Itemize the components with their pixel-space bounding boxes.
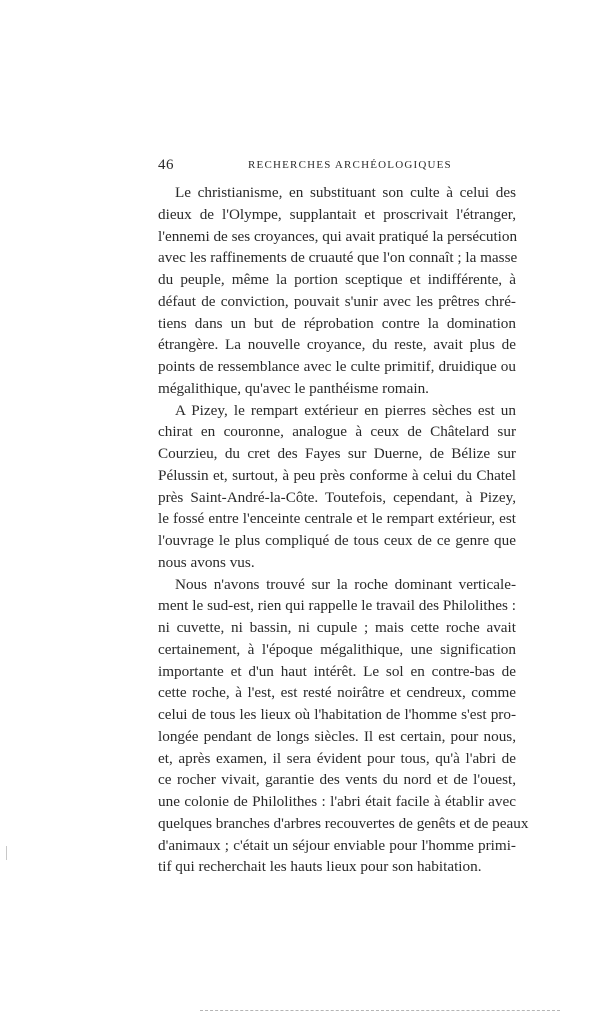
text-line: ni cuvette, ni bassin, ni cupule ; mais cette roche avait	[158, 619, 516, 636]
text-line: Nous n'avons trouvé sur la roche dominant verticale-	[175, 575, 516, 593]
text-line: Pélussin et, surtout, à peu près conforme à celui du Chatel	[158, 466, 516, 484]
text-line: chirat en couronne, analogue à ceux de Châtelard sur	[158, 423, 516, 441]
text-line: le fossé entre l'enceinte centrale et le rempart extérieur, est	[158, 510, 516, 528]
text-line: points de ressemblance avec le culte primitif, druidique ou	[158, 358, 516, 375]
running-title: RECHERCHES ARCHÉOLOGIQUES	[248, 159, 452, 171]
text-line: défaut de conviction, pouvait s'unir avec les prêtres chré-	[158, 292, 516, 310]
paragraph-2	[158, 400, 516, 574]
text-line: tif qui recherchait les hauts lieux pour son habitation.	[158, 858, 482, 876]
text-line: dieux de l'Olympe, supplantait et proscrivait l'étranger,	[158, 205, 516, 223]
text-line: d'animaux ; c'était un séjour enviable pour l'homme primi-	[158, 836, 516, 854]
text-line: A Pizey, le rempart extérieur en pierres sèches est un	[175, 401, 516, 419]
text-line: nous avons vus.	[158, 553, 255, 571]
text-line: ce rocher vivait, garantie des vents du nord et de l'ouest,	[158, 771, 516, 789]
paragraph-1	[158, 182, 516, 400]
page-number: 46	[158, 157, 174, 173]
text-line: longée pendant de longs siècles. Il est certain, pour nous,	[158, 727, 516, 745]
text-line: et, après examen, il sera évident pour tous, qu'à l'abri de	[158, 749, 516, 767]
text-line: Courzieu, du cret des Fayes sur Duerne, de Bélize sur	[158, 445, 516, 462]
text-line: celui de tous les lieux où l'habitation de l'homme s'est pro-	[158, 706, 516, 723]
text-line: mégalithique, qu'avec le panthéisme romain.	[158, 379, 429, 397]
text-line: l'ouvrage le plus compliqué de tous ceux de ce genre que	[158, 532, 516, 549]
text-line: étrangère. La nouvelle croyance, du reste, avait plus de	[158, 336, 516, 354]
text-line: quelques branches d'arbres recouvertes de genêts et de peaux	[158, 814, 529, 832]
text-line: Le christianisme, en substituant son culte à celui des	[175, 184, 516, 201]
text-line: une colonie de Philolithes : l'abri était facile à établir avec	[158, 793, 516, 810]
scan-bottom-edge	[200, 1010, 560, 1012]
text-line: cette roche, à l'est, est resté noirâtre et cendreux, comme	[158, 684, 516, 702]
scan-margin-mark	[6, 846, 7, 860]
text-line: certainement, à l'époque mégalithique, une signification	[158, 640, 516, 658]
page-header	[158, 157, 516, 177]
text-line: tiens dans un but de réprobation contre la domination	[158, 314, 516, 332]
paragraph-3	[158, 574, 529, 879]
text-line: l'ennemi de ses croyances, qui avait pratiqué la persécution	[158, 227, 518, 245]
text-line: ment le sud-est, rien qui rappelle le travail des Philolithes :	[158, 597, 516, 615]
text-line: avec les raffinements de cruauté que l'on connaît ; la masse	[158, 249, 518, 267]
text-line: du peuple, même la portion sceptique et indifférente, à	[158, 271, 516, 288]
body-text	[158, 182, 529, 878]
text-line: importante et d'un haut intérêt. Le sol en contre-bas de	[158, 662, 516, 680]
text-line: près Saint-André-la-Côte. Toutefois, cependant, à Pizey,	[158, 488, 516, 506]
